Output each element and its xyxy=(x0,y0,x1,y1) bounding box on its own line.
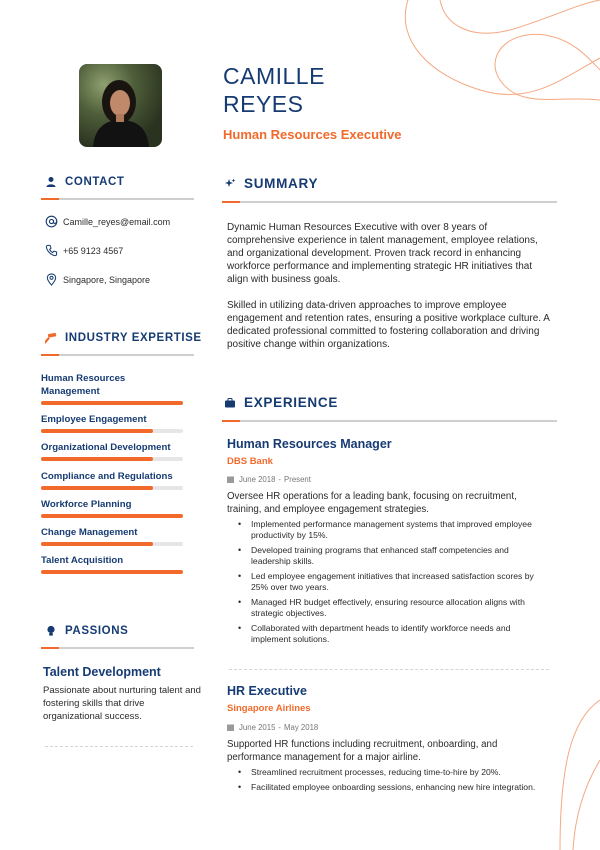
map-pin-icon xyxy=(45,273,58,286)
job-bullets xyxy=(238,767,538,797)
passion-separator xyxy=(45,746,193,747)
contact-divider xyxy=(41,198,194,200)
person-name xyxy=(223,62,523,118)
job-bullet: • Managed HR budget effectively, ensuring resource allocation aligns with strategic objectives. xyxy=(238,597,538,619)
job-bullet: • Developed training programs that enhanced staff competencies and leadership skills. xyxy=(238,545,538,567)
phone-text: +65 9123 4567 xyxy=(63,245,124,256)
skill-bar-fill xyxy=(41,514,183,518)
experience-heading xyxy=(224,395,338,410)
job-role: HR Executive xyxy=(227,684,307,698)
skill-bar-fill xyxy=(41,457,153,461)
experience-divider xyxy=(222,420,557,422)
hammer-icon xyxy=(45,332,57,344)
skill-name: Organizational Development xyxy=(41,442,171,453)
expertise-heading-label: INDUSTRY EXPERTISE xyxy=(65,332,202,344)
job-separator xyxy=(229,669,549,670)
skill-item xyxy=(41,372,183,405)
phone-icon xyxy=(45,244,58,257)
contact-email[interactable] xyxy=(45,215,170,228)
job-bullets xyxy=(238,519,538,649)
skill-item xyxy=(41,413,183,433)
summary-heading xyxy=(224,176,318,191)
job-description: Oversee HR operations for a leading bank, focusing on recruitment, training, and employee engagement strategies. xyxy=(227,491,517,515)
job-end: Present xyxy=(284,475,311,484)
at-sign-icon xyxy=(45,215,58,228)
job-role: Human Resources Manager xyxy=(227,437,392,451)
last-name: REYES xyxy=(223,91,304,117)
expertise-heading xyxy=(45,332,202,344)
contact-heading xyxy=(45,176,125,188)
profile-photo xyxy=(79,64,162,147)
summary-paragraph: Dynamic Human Resources Executive with over 8 years of comprehensive experience in talent management, employee relations, and organizational development. Proven track record in enhancing workforce performance and implementing strategic HR initiatives that align with business goals. xyxy=(227,222,538,285)
lightbulb-icon xyxy=(45,625,57,637)
contact-location xyxy=(45,273,150,286)
job-dates: June 2015 - May 2018 xyxy=(227,723,318,732)
job-start: June 2015 xyxy=(239,723,276,732)
skill-name: Employee Engagement xyxy=(41,414,147,425)
job-description: Supported HR functions including recruitment, onboarding, and performance management for a major airline. xyxy=(227,739,498,763)
skill-bar-fill xyxy=(41,401,183,405)
email-text: Camille_reyes@email.com xyxy=(63,216,171,227)
skill-item xyxy=(41,441,183,461)
passion-description: Passionate about nurturing talent and fostering skills that drive organizational success. xyxy=(43,685,201,722)
job-bullet: • Implemented performance management systems that improved employee productivity by 15%. xyxy=(238,519,538,541)
skill-item xyxy=(41,554,183,574)
skill-bar-fill xyxy=(41,570,183,574)
skill-bar-fill xyxy=(41,486,153,490)
sparkle-icon xyxy=(224,178,236,190)
skill-name: Human Resources Management xyxy=(41,373,126,397)
job-company: DBS Bank xyxy=(227,456,273,467)
contact-heading-label: CONTACT xyxy=(65,176,125,188)
skill-bar xyxy=(41,457,183,461)
experience-heading-label: EXPERIENCE xyxy=(244,395,339,410)
calendar-icon xyxy=(227,724,234,731)
first-name: CAMILLE xyxy=(223,63,325,89)
job-bullet: • Led employee engagement initiatives that increased satisfaction scores by 25% over two years. xyxy=(238,571,538,593)
skill-bar xyxy=(41,486,183,490)
skill-name: Workforce Planning xyxy=(41,499,132,510)
job-bullet: • Streamlined recruitment processes, reducing time-to-hire by 20%. xyxy=(238,767,538,778)
passion-title: Talent Development xyxy=(43,665,161,679)
skill-bar xyxy=(41,514,183,518)
job-company: Singapore Airlines xyxy=(227,703,311,714)
skill-item xyxy=(41,470,183,490)
job-start: June 2018 xyxy=(239,475,276,484)
calendar-icon xyxy=(227,476,234,483)
person-silhouette xyxy=(79,64,162,147)
briefcase-icon xyxy=(224,397,236,409)
job-bullet: • Facilitated employee onboarding sessions, enhancing new hire integration. xyxy=(238,782,538,793)
skill-bar-fill xyxy=(41,542,153,546)
passions-divider xyxy=(41,647,194,649)
job-dates: June 2018 - Present xyxy=(227,475,311,484)
skill-name: Talent Acquisition xyxy=(41,555,124,566)
job-bullet: • Collaborated with department heads to identify workforce needs and implement solutions. xyxy=(238,623,538,645)
passions-heading-label: PASSIONS xyxy=(65,625,129,637)
location-text: Singapore, Singapore xyxy=(63,274,151,285)
summary-divider xyxy=(222,201,557,203)
skill-item xyxy=(41,498,183,518)
skill-bar xyxy=(41,542,183,546)
person-icon xyxy=(45,176,57,188)
skill-name: Compliance and Regulations xyxy=(41,471,173,482)
job-title: Human Resources Executive xyxy=(223,127,402,142)
expertise-divider xyxy=(41,354,194,356)
skill-bar-fill xyxy=(41,429,153,433)
job-end: May 2018 xyxy=(284,723,319,732)
skill-name: Change Management xyxy=(41,527,138,538)
skill-bar xyxy=(41,429,183,433)
skill-bar xyxy=(41,570,183,574)
contact-phone[interactable] xyxy=(45,244,123,257)
passions-heading xyxy=(45,625,128,637)
summary-heading-label: SUMMARY xyxy=(244,176,319,191)
summary-paragraph: Skilled in utilizing data-driven approaches to improve employee engagement and retention rates, ensuring a positive workplace culture. A dedicated professional committed to fostering collaboration and driving positive change within organizations. xyxy=(227,300,550,350)
skill-item xyxy=(41,526,183,546)
skill-bar xyxy=(41,401,183,405)
